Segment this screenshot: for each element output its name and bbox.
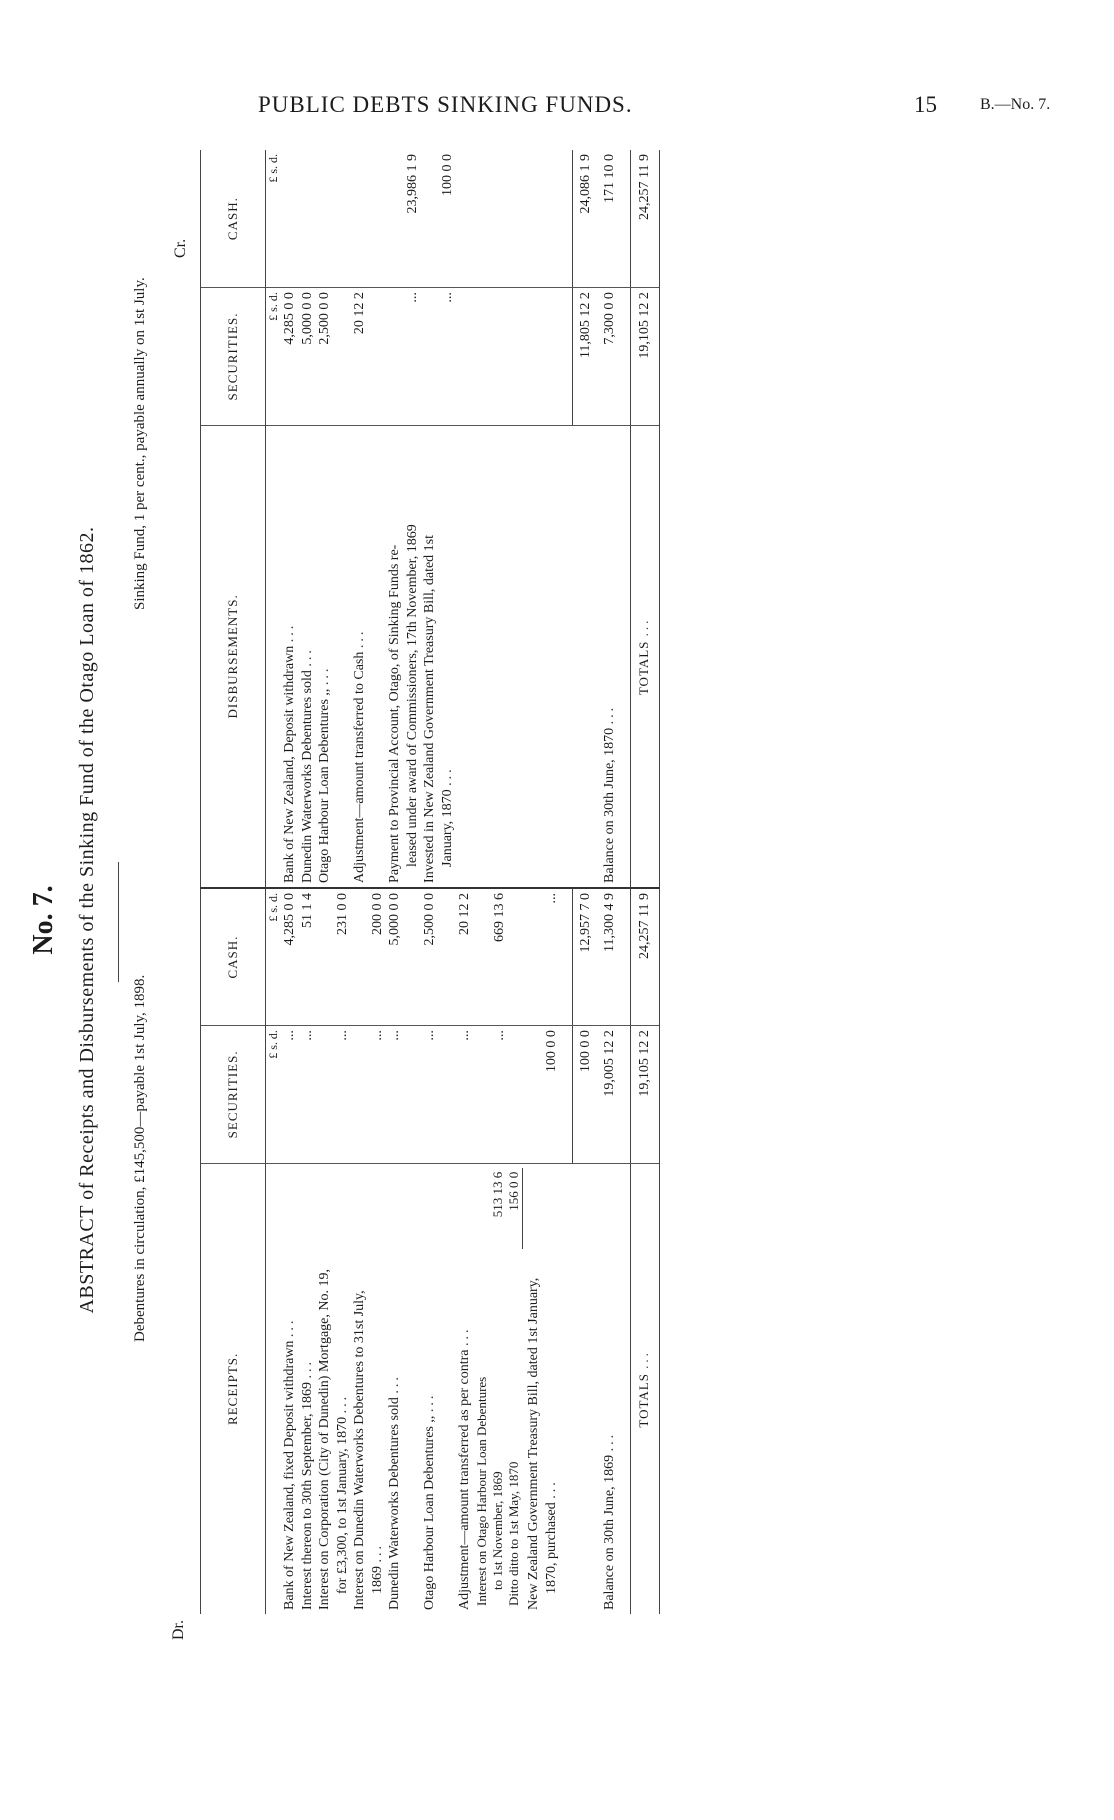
receipt-cash: 669 13 6	[474, 888, 526, 1026]
receipt-label: Interest on Corporation (City of Dunedin) Mortgage, No. 19,	[317, 1269, 332, 1610]
receipt-label: Interest on Otago Harbour Loan Debentures	[473, 1376, 489, 1606]
disbursement-label: Bank of New Zealand, Deposit withdrawn	[282, 645, 297, 883]
disbursement-cash: 23,986 1 9	[386, 150, 421, 288]
currency-units: £ s. d.	[266, 150, 282, 288]
receipt-label: New Zealand Government Treasury Bill, dated 1st January,	[526, 1277, 542, 1610]
receipt-securities: ...	[386, 1026, 421, 1164]
receipt-label-cont: for £3,300, to 1st January, 1870	[334, 1416, 350, 1594]
receipts-securities-header: SECURITIES.	[201, 1026, 266, 1164]
page-number: 15	[914, 92, 937, 117]
receipts-disbursements-table	[200, 150, 660, 1614]
receipts-balance-cash: 11,300 4 9	[595, 888, 619, 1026]
statement-title: ABSTRACT of Receipts and Disbursements of the Sinking Fund of the Otago Loan of 1862.	[76, 526, 98, 1314]
receipt-securities: ...	[351, 1026, 386, 1164]
table-row: Interest thereon to 30th September, 1869 ... ... 51 1 4 Dunedin Waterworks Debentures sold ... 5,000 0 0	[299, 150, 317, 1614]
disbursement-cash	[316, 150, 351, 288]
receipts-cash-header: CASH.	[201, 888, 266, 1026]
disbursement-label: Adjustment—amount transferred to Cash	[352, 651, 367, 883]
receipt-securities: ...	[456, 1026, 474, 1164]
disb-balance-label: Balance on 30th June, 1870	[601, 727, 617, 883]
receipt-cash: 200 0 0	[351, 888, 386, 1026]
currency-units-row	[266, 150, 282, 1614]
table-row: Interest on Dunedin Waterworks Debentures to 31st July, 1869 ... ... 200 0 0 Adjustment—amount transferred to Cash ... 20 12 2	[351, 150, 386, 1614]
receipt-securities: ...	[316, 1026, 351, 1164]
receipts-balance-securities: 19,005 12 2	[595, 1026, 619, 1164]
receipt-securities: ...	[474, 1026, 526, 1164]
interest-amount: 156 0 0	[506, 1171, 521, 1211]
receipt-cash: 4,285 0 0	[281, 888, 299, 1026]
receipt-cash: ...	[525, 888, 560, 1026]
currency-units: £ s. d.	[266, 1026, 282, 1164]
receipt-securities: 100 0 0	[525, 1026, 560, 1164]
disb-total-cash: 24,257 11 9	[631, 150, 660, 288]
statement-number: No. 7.	[28, 885, 59, 955]
disb-total-securities: 19,105 12 2	[631, 288, 660, 426]
receipt-securities: ...	[299, 1026, 317, 1164]
receipt-label: Interest on Dunedin Waterworks Debentures to 31st July,	[352, 1290, 367, 1610]
disb-balance-cash: 171 10 0	[595, 150, 619, 288]
disbursement-securities: 20 12 2	[351, 288, 386, 426]
disb-cash-subtotal: 24,086 1 9	[573, 150, 595, 288]
receipt-securities: ...	[421, 1026, 456, 1164]
receipts-header: RECEIPTS.	[201, 1163, 266, 1614]
disbursement-securities: 2,500 0 0	[316, 288, 351, 426]
disbursement-cash	[351, 150, 386, 288]
sinking-fund-note: Sinking Fund, 1 per cent., payable annually on 1st July.	[132, 277, 148, 610]
debentures-note: Debentures in circulation, £145,500—payable 1st July, 1898.	[132, 974, 148, 1342]
disbursement-securities: ...	[386, 288, 421, 426]
disbursement-label-cont: leased under award of Commissioners, 17th November, 1869	[404, 524, 420, 867]
disbursement-securities: 4,285 0 0	[281, 288, 299, 426]
receipts-cash-subtotal: 12,957 7 0	[573, 888, 595, 1026]
balance-row: Balance on 30th June, 1869 ... 19,005 12 2 11,300 4 9 Balance on 30th June, 1870 ... 7,300 0 0 171 10 0	[595, 150, 619, 1614]
receipt-cash: 231 0 0	[316, 888, 351, 1026]
receipt-label: Ditto ditto to 1st May, 1870	[506, 1461, 521, 1606]
title-rule	[118, 862, 119, 982]
table-row: Dunedin Waterworks Debentures sold ... ... 5,000 0 0 Payment to Provincial Account, Otago, of Sinking Funds re- leased under award of Commissioners, 17th November, 1869 ... 23,986 1 9	[386, 150, 421, 1614]
table-row: New Zealand Government Treasury Bill, dated 1st January, 1870, purchased ... 100 0 0 ...	[525, 150, 560, 1614]
disbursement-label: Otago Harbour Loan Debentures ,,	[317, 688, 332, 883]
disbursement-securities: ...	[421, 288, 456, 426]
receipt-label: Dunedin Waterworks Debentures sold	[387, 1397, 402, 1610]
receipts-total-cash: 24,257 11 9	[631, 888, 660, 1026]
table-row: Interest on Corporation (City of Dunedin) Mortgage, No. 19, for £3,300, to 1st January, 1870 ... ... 231 0 0 Otago Harbour Loan Debentures ,, ... 2,500 0 0	[316, 150, 351, 1614]
receipt-cash: 5,000 0 0	[386, 888, 421, 1026]
disbursement-label: Invested in New Zealand Government Treasury Bill, dated 1st	[422, 534, 437, 883]
receipt-cash: 2,500 0 0	[421, 888, 456, 1026]
totals-row: TOTALS ... 19,105 12 2 24,257 11 9 TOTALS ... 19,105 12 2 24,257 11 9	[631, 150, 660, 1614]
rotated-statement	[0, 140, 1114, 1700]
receipt-label-cont: 1869	[369, 1566, 385, 1594]
table-row: Bank of New Zealand, fixed Deposit withdrawn ... ... 4,285 0 0 Bank of New Zealand, Deposit withdrawn ... 4,285 0 0	[281, 150, 299, 1614]
receipts-totals-label: TOTALS	[636, 1373, 652, 1428]
disbursement-label: Dunedin Waterworks Debentures sold	[299, 670, 315, 883]
document-reference: B.—No. 7.	[980, 96, 1051, 113]
disbursement-cash: 100 0 0	[421, 150, 456, 288]
currency-units: £ s. d.	[266, 288, 282, 426]
receipts-total-securities: 19,105 12 2	[631, 1026, 660, 1164]
subtotal-row	[573, 150, 595, 1614]
disbursement-label: Payment to Provincial Account, Otago, of Sinking Funds re-	[387, 544, 402, 883]
disbursement-cash	[281, 150, 299, 288]
column-header-row	[201, 150, 266, 1614]
receipts-securities-subtotal: 100 0 0	[573, 1026, 595, 1164]
disb-cash-header: CASH.	[201, 150, 266, 288]
table-row: Adjustment—amount transferred as per contra ... ... 20 12 2	[456, 150, 474, 1614]
receipt-label: Bank of New Zealand, fixed Deposit withdrawn	[282, 1340, 297, 1610]
receipt-cash: 20 12 2	[456, 888, 474, 1026]
debit-label: Dr.	[170, 1620, 187, 1640]
disb-totals-label: TOTALS	[636, 640, 652, 696]
disb-securities-subtotal: 11,805 12 2	[573, 288, 595, 426]
table-row	[474, 150, 526, 1614]
receipt-label: Adjustment—amount transferred as per contra	[457, 1349, 472, 1610]
disbursement-label-cont: January, 1870	[439, 789, 455, 867]
receipt-securities: ...	[281, 1026, 299, 1164]
currency-units: £ s. d.	[266, 888, 282, 1026]
disb-securities-header: SECURITIES.	[201, 288, 266, 426]
disb-balance-securities: 7,300 0 0	[595, 288, 619, 426]
interest-amount: 513 13 6	[489, 1171, 505, 1218]
credit-label: Cr.	[172, 238, 189, 258]
receipts-balance-label: Balance on 30th June, 1869	[601, 1454, 617, 1610]
running-header-title: PUBLIC DEBTS SINKING FUNDS.	[258, 92, 633, 117]
receipt-label-cont: 1870, purchased	[543, 1502, 559, 1594]
disbursements-header: DISBURSEMENTS.	[201, 425, 266, 888]
receipt-label-cont: to 1st November, 1869	[489, 1471, 505, 1590]
receipt-label: Interest thereon to 30th September, 1869	[299, 1381, 315, 1610]
table-row: Otago Harbour Loan Debentures ,, ... ... 2,500 0 0 Invested in New Zealand Government Treasury Bill, dated 1st January, 1870 ... ... 100 0 0	[421, 150, 456, 1614]
receipt-cash: 51 1 4	[299, 888, 317, 1026]
disbursement-cash	[299, 150, 317, 288]
disbursement-securities: 5,000 0 0	[299, 288, 317, 426]
receipt-label: Otago Harbour Loan Debentures ,,	[422, 1415, 437, 1610]
